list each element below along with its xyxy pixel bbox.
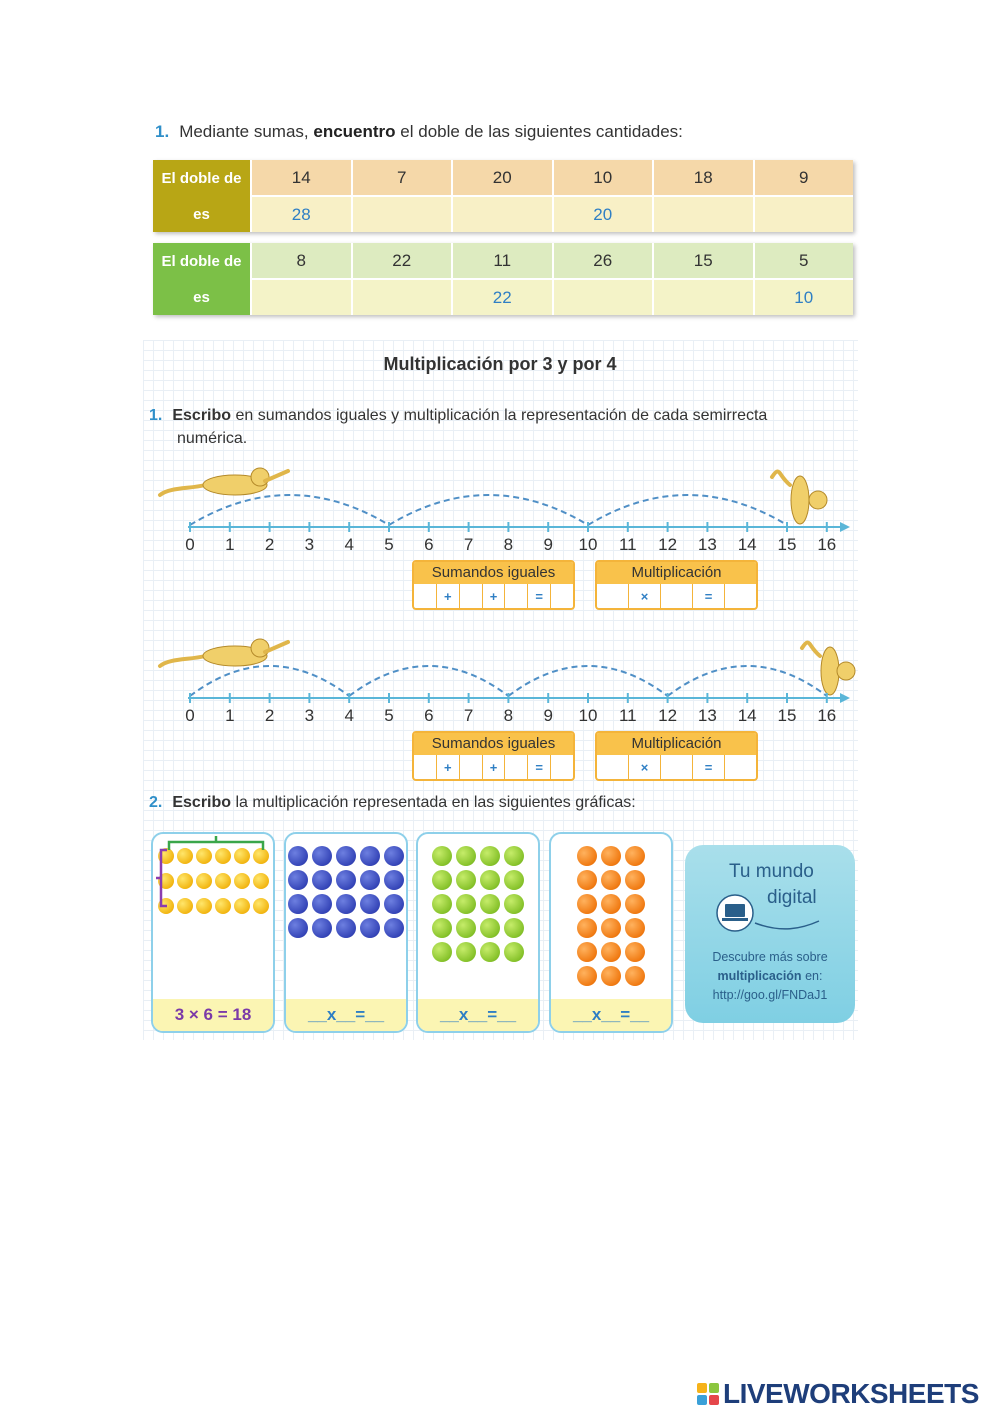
dot: [625, 942, 645, 962]
sums-input[interactable]: [460, 755, 483, 779]
mult-input[interactable]: [661, 584, 693, 608]
number-line-label: 6: [424, 535, 434, 554]
table2-value: 5: [753, 243, 854, 278]
number-line-1-arrow: [840, 522, 850, 532]
table2-answer-input[interactable]: [652, 280, 753, 315]
number-line-label: 12: [658, 535, 678, 554]
dot: [384, 846, 404, 866]
table1-values-row: [250, 160, 853, 197]
mult-box-2: [595, 731, 758, 781]
lesson-q1-text: en sumandos iguales y multiplicación la representación de cada semirrecta: [235, 407, 768, 424]
dot-card-1-caption: 3 × 6 = 18: [153, 999, 273, 1031]
table1-answer-input[interactable]: [351, 197, 452, 232]
table1-answer-input[interactable]: 20: [552, 197, 653, 232]
number-line-label: 15: [777, 535, 797, 554]
equals-sign: =: [528, 584, 551, 608]
cat-running-icon: [160, 468, 288, 495]
table1-value: 7: [351, 160, 452, 195]
dot: [336, 918, 356, 938]
dot: [577, 918, 597, 938]
dot: [625, 846, 645, 866]
jump-arc: [190, 666, 349, 696]
mult-box-2-title: Multiplicación: [597, 733, 756, 755]
dot: [432, 870, 452, 890]
sums-result-input[interactable]: [551, 755, 573, 779]
dot: [601, 846, 621, 866]
dot: [360, 846, 380, 866]
sums-result-input[interactable]: [551, 584, 573, 608]
exercise1-instruction: [155, 122, 683, 142]
dot: [625, 966, 645, 986]
lesson-q2-text: la multiplicación representada en las siguientes gráficas:: [235, 794, 636, 811]
digital-world-box: [685, 845, 855, 1023]
number-line-label: 15: [777, 706, 797, 725]
table2-answer-input[interactable]: [552, 280, 653, 315]
table2-answer-input[interactable]: 10: [753, 280, 854, 315]
number-line-label: 11: [618, 706, 637, 725]
table2-values-row: [250, 243, 853, 280]
lesson-q2-instruction: [149, 792, 636, 814]
dot: [288, 870, 308, 890]
number-line-label: 13: [697, 535, 717, 554]
dot: [601, 870, 621, 890]
dot-card-3-caption-input[interactable]: __x__=__: [418, 999, 538, 1031]
sums-input[interactable]: [460, 584, 483, 608]
table1-answer-input[interactable]: [753, 197, 854, 232]
times-sign: ×: [629, 584, 661, 608]
number-line-label: 2: [264, 706, 275, 725]
number-line-label: 4: [344, 706, 354, 725]
jump-arc: [588, 495, 787, 525]
sums-input[interactable]: [505, 584, 528, 608]
liveworksheets-text: LIVEWORKSHEETS: [723, 1378, 979, 1409]
table1-label-bottom: es: [193, 205, 210, 223]
digital-title-1: Tu mundo: [729, 861, 814, 882]
number-line-2-arrow: [840, 693, 850, 703]
jump-arc: [389, 495, 588, 525]
sums-input[interactable]: [414, 584, 437, 608]
table2-label-top: El doble de: [161, 252, 242, 270]
number-line-label: 11: [618, 535, 637, 554]
plus-sign: +: [437, 584, 460, 608]
equals-sign: =: [693, 755, 725, 779]
number-line-label: 4: [344, 535, 354, 554]
digital-line-1: Descubre más sobre: [712, 950, 828, 964]
mult-result-input[interactable]: [725, 584, 756, 608]
dot: [336, 846, 356, 866]
dot: [577, 942, 597, 962]
table2-answer-input[interactable]: [250, 280, 351, 315]
number-line-label: 7: [463, 706, 474, 725]
dot: [384, 870, 404, 890]
times-sign: ×: [629, 755, 661, 779]
exercise1-text-bold: encuentro: [313, 122, 396, 141]
sums-input[interactable]: [414, 755, 437, 779]
lesson-q1-number: 1.: [149, 407, 163, 424]
table2-label: [153, 243, 250, 315]
table1-answer-input[interactable]: [652, 197, 753, 232]
jump-arc: [668, 666, 827, 696]
lesson-q2-bold: Escribo: [172, 794, 232, 811]
dot: [601, 894, 621, 914]
table2-value: 8: [250, 243, 351, 278]
number-line-label: 3: [304, 535, 315, 554]
sums-input[interactable]: [505, 755, 528, 779]
dot: [360, 870, 380, 890]
table1-label-top: El doble de: [161, 169, 242, 187]
dot: [288, 846, 308, 866]
dot: [312, 846, 332, 866]
dot: [432, 918, 452, 938]
dot: [384, 894, 404, 914]
plus-sign: +: [437, 755, 460, 779]
dot: [480, 918, 500, 938]
dot: [601, 966, 621, 986]
digital-title-2: digital: [767, 887, 817, 908]
equals-sign: =: [528, 755, 551, 779]
table1-label: [153, 160, 250, 232]
sums-box-2-title: Sumandos iguales: [414, 733, 573, 755]
dot: [504, 870, 524, 890]
dot: [360, 918, 380, 938]
dot: [456, 846, 476, 866]
dot: [456, 942, 476, 962]
dot-card-4: [549, 832, 673, 1033]
dot: [336, 870, 356, 890]
digital-link[interactable]: http://goo.gl/FNDaJ1: [712, 988, 828, 1002]
mult-input[interactable]: [597, 755, 629, 779]
exercise1-text-after: el doble de las siguientes cantidades:: [400, 122, 683, 141]
table1-value: 20: [451, 160, 552, 195]
cat-standing-icon: [772, 472, 827, 524]
table2-value: 22: [351, 243, 452, 278]
dot: [336, 894, 356, 914]
dot: [504, 894, 524, 914]
mult-box-1-title: Multiplicación: [597, 562, 756, 584]
dot: [577, 870, 597, 890]
table2-answers-row: [250, 280, 853, 315]
number-line-label: 13: [697, 706, 717, 725]
dot-card-2: [284, 832, 408, 1033]
cat-standing-icon: [802, 643, 855, 695]
double-table-1: [153, 160, 853, 232]
table2-label-bottom: es: [193, 288, 210, 306]
digital-line-2-bold: multiplicación: [717, 969, 802, 983]
number-line-label: 8: [503, 706, 514, 725]
equals-sign: =: [693, 584, 725, 608]
dot: [625, 894, 645, 914]
dot: [456, 918, 476, 938]
dot: [432, 894, 452, 914]
dot: [384, 918, 404, 938]
jump-arc: [190, 495, 389, 525]
table2-answer-input[interactable]: [351, 280, 452, 315]
jump-arc: [349, 666, 508, 696]
dot-card-3: [416, 832, 540, 1033]
mult-input[interactable]: [661, 755, 693, 779]
number-line-label: 5: [384, 706, 394, 725]
dot-card-1: [151, 832, 275, 1033]
exercise1-text-before: Mediante sumas,: [179, 122, 309, 141]
plus-sign: +: [483, 584, 506, 608]
jump-arc: [508, 666, 667, 696]
liveworksheets-logo: [697, 1378, 979, 1410]
table2-value: 11: [451, 243, 552, 278]
dot: [504, 942, 524, 962]
dot: [480, 846, 500, 866]
mult-result-input[interactable]: [725, 755, 756, 779]
number-line-label: 1: [225, 706, 235, 725]
dot: [456, 870, 476, 890]
dot: [480, 894, 500, 914]
number-line-label: 0: [185, 535, 195, 554]
number-line-label: 9: [543, 706, 553, 725]
table1-value: 10: [552, 160, 653, 195]
digital-description: [685, 948, 855, 1005]
table1-value: 14: [250, 160, 351, 195]
dot: [625, 870, 645, 890]
number-line-label: 10: [578, 535, 598, 554]
dot: [288, 894, 308, 914]
number-line-1-arcs: [190, 495, 787, 525]
dot: [625, 918, 645, 938]
rows-bracket: [156, 850, 167, 906]
dot: [480, 942, 500, 962]
dot: [312, 918, 332, 938]
number-line-label: 16: [817, 535, 837, 554]
number-line-label: 5: [384, 535, 394, 554]
dot: [432, 942, 452, 962]
number-line-label: 6: [424, 706, 434, 725]
number-line-label: 3: [304, 706, 315, 725]
number-line-label: 10: [578, 706, 598, 725]
digital-line-2-suffix: en:: [805, 969, 823, 983]
number-line-label: 12: [658, 706, 678, 725]
lesson-q1-instruction: [149, 405, 839, 427]
lesson-q2-number: 2.: [149, 794, 163, 811]
dot: [577, 846, 597, 866]
dot: [456, 894, 476, 914]
number-line-label: 0: [185, 706, 195, 725]
lesson-q1-bold: Escribo: [172, 407, 232, 424]
plus-sign: +: [483, 755, 506, 779]
number-line-label: 2: [264, 535, 275, 554]
table2-answer-input[interactable]: 22: [451, 280, 552, 315]
exercise1-number: 1.: [155, 122, 170, 141]
dot: [312, 870, 332, 890]
liveworksheets-mark-icon: [697, 1383, 719, 1405]
number-line-label: 14: [737, 706, 757, 725]
dot: [601, 918, 621, 938]
double-table-2: [153, 243, 853, 315]
dot-card-2-caption-input[interactable]: __x__=__: [286, 999, 406, 1031]
dot: [504, 846, 524, 866]
dot: [577, 894, 597, 914]
sums-box-2: [412, 731, 575, 781]
table1-answers-row: [250, 197, 853, 232]
columns-bracket: [169, 836, 263, 850]
dot: [432, 846, 452, 866]
lesson-title: Multiplicación por 3 y por 4: [383, 354, 617, 374]
number-line-label: 8: [503, 535, 514, 554]
dot: [480, 870, 500, 890]
sums-box-1: [412, 560, 575, 610]
dot: [360, 894, 380, 914]
mult-input[interactable]: [597, 584, 629, 608]
dot-card-4-caption-input[interactable]: __x__=__: [551, 999, 671, 1031]
number-line-label: 14: [737, 535, 757, 554]
mult-box-1: [595, 560, 758, 610]
dot: [288, 918, 308, 938]
table1-value: 18: [652, 160, 753, 195]
dot: [577, 966, 597, 986]
table1-answer-input[interactable]: [451, 197, 552, 232]
laptop-icon: [711, 893, 821, 937]
number-line-label: 7: [463, 535, 474, 554]
table1-answer-input[interactable]: 28: [250, 197, 351, 232]
dot: [504, 918, 524, 938]
table2-value: 26: [552, 243, 653, 278]
dot: [312, 894, 332, 914]
number-line-label: 16: [817, 706, 837, 725]
lesson-q1-text2: numérica.: [177, 430, 248, 447]
sums-box-1-title: Sumandos iguales: [414, 562, 573, 584]
number-line-label: 9: [543, 535, 553, 554]
cat-running-icon: [160, 639, 288, 666]
table2-value: 15: [652, 243, 753, 278]
number-line-label: 1: [225, 535, 235, 554]
dot: [601, 942, 621, 962]
number-line-2-arcs: [190, 666, 827, 696]
table1-value: 9: [753, 160, 854, 195]
bracket-icon: [153, 834, 273, 924]
